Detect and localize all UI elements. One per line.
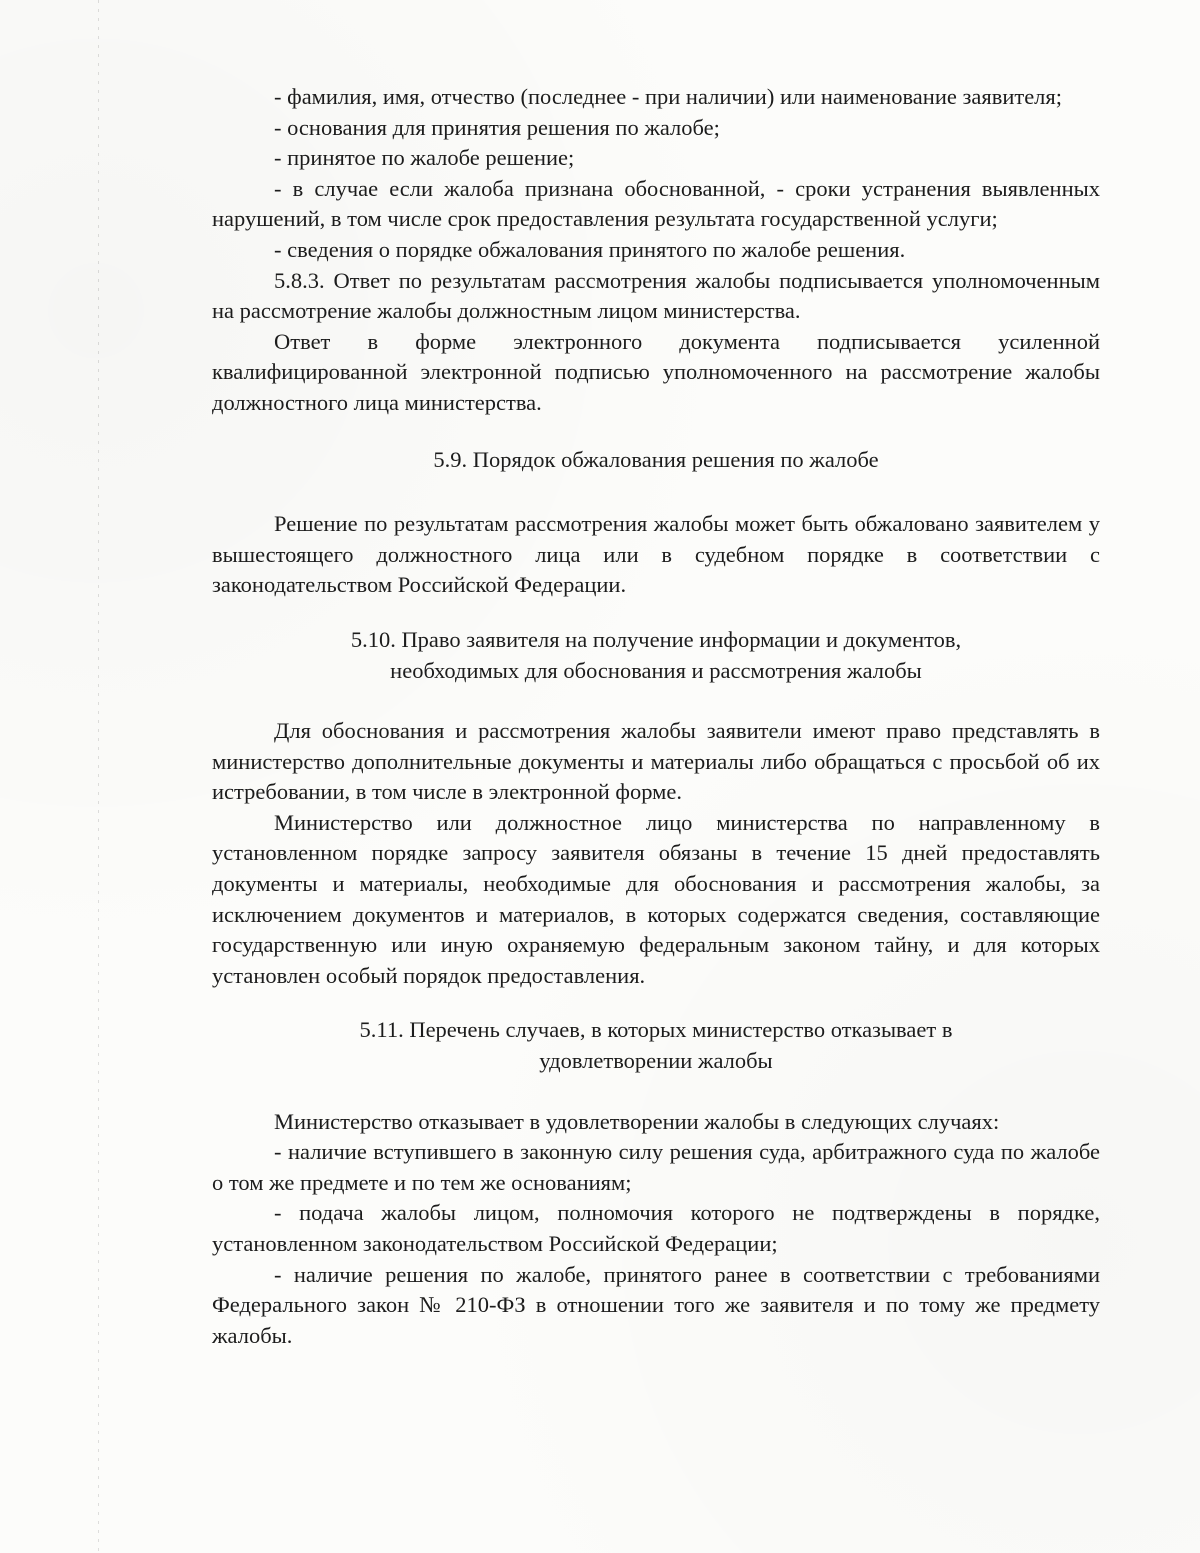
list-item-unauthorized-person: - подача жалобы лицом, полномочия которого не подтверждены в порядке, установленном законодательством Российской Федерации; (212, 1200, 1100, 1256)
paragraph-5-10-ministry-obligation: Министерство или должностное лицо министерства по направленному в установленном порядке запросу заявителя обязаны в течение 15 дней предоставлять документы и материалы, необходимые для обоснования и рассмотрения жалобы, за исключением документов и материалов, в которых содержатся сведения, составляющие государственную или иную охраняемую федеральным законом тайну, и для которых установлен особый порядок предоставления. (212, 809, 1100, 988)
paragraph-5-10-rights: Для обоснования и рассмотрения жалобы заявители имеют право представлять в министерство дополнительные документы и материалы либо обращаться с просьбой об их истребовании, в том числе в электронной форме. (212, 718, 1100, 805)
section-heading-5-11-line2: удовлетворении жалобы (539, 1048, 773, 1074)
list-item-grounds: - основания для принятия решения по жалобе; (274, 114, 720, 140)
paragraph-5-11-intro: Министерство отказывает в удовлетворении жалобы в следующих случаях: (274, 1108, 1000, 1134)
list-item-previous-decision: - наличие решения по жалобе, принятого ранее в соответствии с требованиями Федерального закон № 210-ФЗ в отношении того же заявителя и по тому же предмету жалобы. (212, 1261, 1100, 1348)
scan-artifact-edge (98, 0, 99, 1553)
paragraph-5-8-3: 5.8.3. Ответ по результатам рассмотрения жалобы подписывается уполномоченным на рассмотрение жалобы должностным лицом министерства. (212, 267, 1100, 324)
list-item-deadlines: - в случае если жалоба признана обоснованной, - сроки устранения выявленных нарушений, в том числе срок предоставления результата государственной услуги; (212, 175, 1100, 232)
list-item-decision: - принятое по жалобе решение; (274, 145, 575, 171)
paragraph-electronic-answer: Ответ в форме электронного документа подписывается усиленной квалифицированной электронной подписью уполномоченного на рассмотрение жалобы должностного лица министерства. (212, 328, 1100, 415)
list-item-court-decision: - наличие вступившего в законную силу решения суда, арбитражного суда по жалобе о том же предмете и по тем же основаниям; (212, 1139, 1100, 1195)
section-heading-5-11-line1: 5.11. Перечень случаев, в которых министерство отказывает в (359, 1017, 953, 1043)
section-heading-5-10-line2: необходимых для обоснования и рассмотрения жалобы (390, 657, 922, 683)
paragraph-5-9-appeal: Решение по результатам рассмотрения жалобы может быть обжаловано заявителем у вышестоящего должностного лица или в судебном порядке в соответствии с законодательством Российской Федерации. (212, 511, 1100, 598)
list-item-applicant-name: - фамилия, имя, отчество (последнее - при наличии) или наименование заявителя; (274, 84, 1063, 109)
section-heading-5-9: 5.9. Порядок обжалования решения по жалобе (433, 446, 879, 472)
document-body (212, 82, 1100, 1351)
section-heading-5-10-line1: 5.10. Право заявителя на получение информации и документов, (350, 626, 962, 652)
list-item-appeal-info: - сведения о порядке обжалования принятого по жалобе решения. (274, 236, 906, 262)
